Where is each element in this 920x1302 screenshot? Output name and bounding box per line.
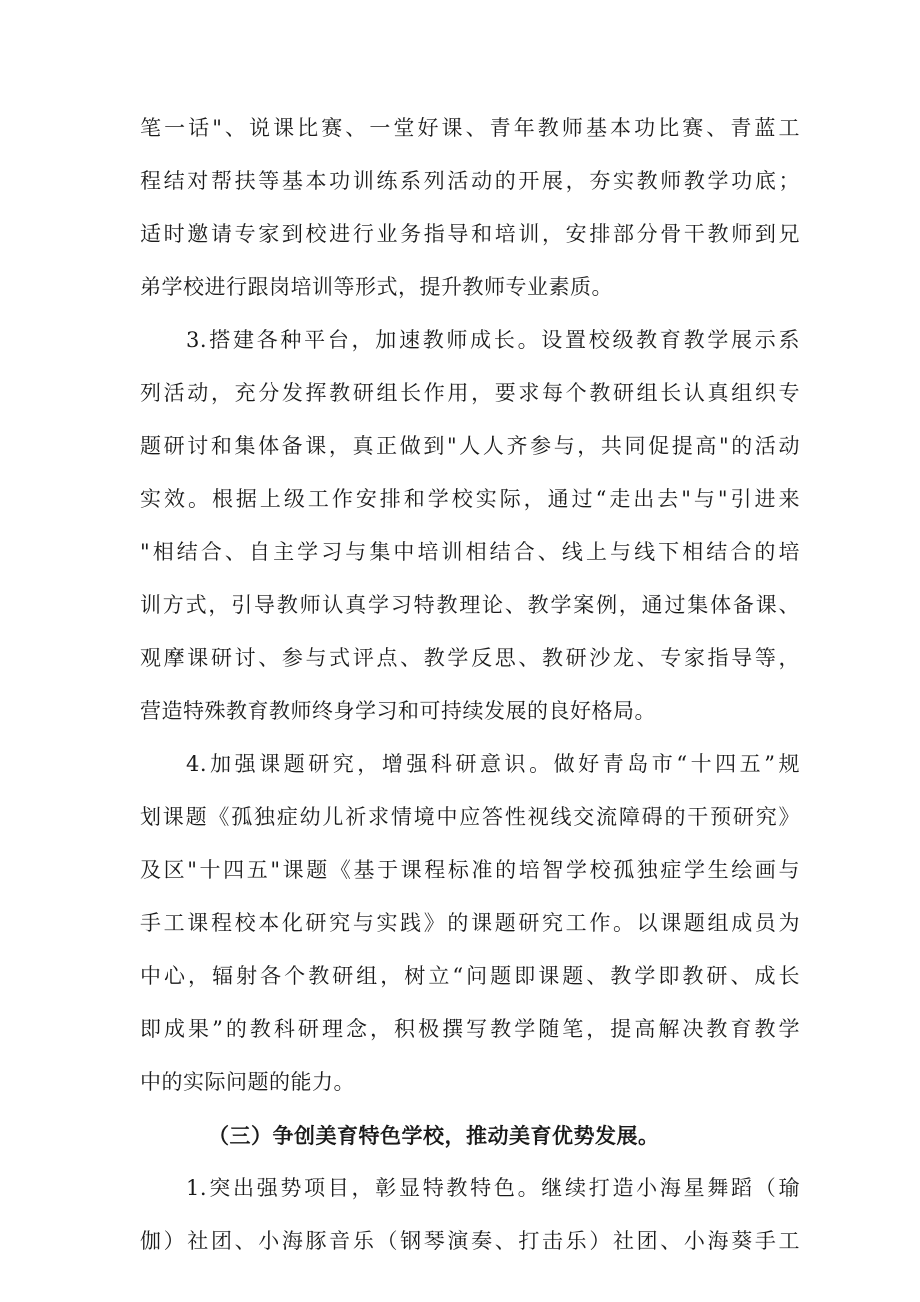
paragraph-line: 观摩课研讨、参与式评点、教学反思、教研沙龙、专家指导等，: [140, 646, 800, 670]
paragraph-line: 4.加强课题研究，增强科研意识。做好青岛市“十四五”规: [186, 752, 800, 776]
paragraph-line: 笔一话"、说课比赛、一堂好课、青年教师基本功比赛、青蓝工: [140, 116, 800, 140]
paragraph-line: 题研讨和集体备课，真正做到"人人齐参与，共同促提高"的活动: [140, 434, 800, 458]
paragraph-line: 伽）社团、小海豚音乐（钢琴演奏、打击乐）社团、小海葵手工: [140, 1229, 800, 1253]
paragraph-line: 中的实际问题的能力。: [140, 1070, 355, 1094]
paragraph-line: 列活动，充分发挥教研组长作用，要求每个教研组长认真组织专: [140, 381, 800, 405]
section-heading: （三）争创美育特色学校，推动美育优势发展。: [208, 1123, 660, 1148]
paragraph-line: 弟学校进行跟岗培训等形式，提升教师专业素质。: [140, 275, 613, 299]
document-body: [140, 102, 800, 1268]
paragraph-line: 营造特殊教育教师终身学习和可持续发展的良好格局。: [140, 699, 656, 723]
paragraph-line: 实效。根据上级工作安排和学校实际，通过“走出去"与"引进来: [140, 487, 800, 511]
paragraph-line: 3.搭建各种平台，加速教师成长。设置校级教育教学展示系: [186, 328, 800, 352]
paragraph-line: "相结合、自主学习与集中培训相结合、线上与线下相结合的培: [140, 540, 800, 564]
paragraph-line: 手工课程校本化研究与实践》的课题研究工作。以课题组成员为: [140, 911, 800, 935]
paragraph-line: 程结对帮扶等基本功训练系列活动的开展，夯实教师教学功底；: [140, 169, 800, 193]
paragraph-line: 及区"十四五"课题《基于课程标准的培智学校孤独症学生绘画与: [140, 858, 800, 882]
paragraph-line: 中心，辐射各个教研组，树立“问题即课题、教学即教研、成长: [140, 964, 800, 988]
paragraph-line: 即成果”的教科研理念，积极撰写教学随笔，提高解决教育教学: [140, 1017, 800, 1041]
paragraph-line: 1.突出强势项目，彰显特教特色。继续打造小海星舞蹈（瑜: [186, 1176, 800, 1200]
paragraph-line: 适时邀请专家到校进行业务指导和培训，安排部分骨干教师到兄: [140, 222, 800, 246]
paragraph-line: 划课题《孤独症幼儿祈求情境中应答性视线交流障碍的干预研究》: [140, 805, 800, 829]
paragraph-line: 训方式，引导教师认真学习特教理论、教学案例，通过集体备课、: [140, 593, 800, 617]
